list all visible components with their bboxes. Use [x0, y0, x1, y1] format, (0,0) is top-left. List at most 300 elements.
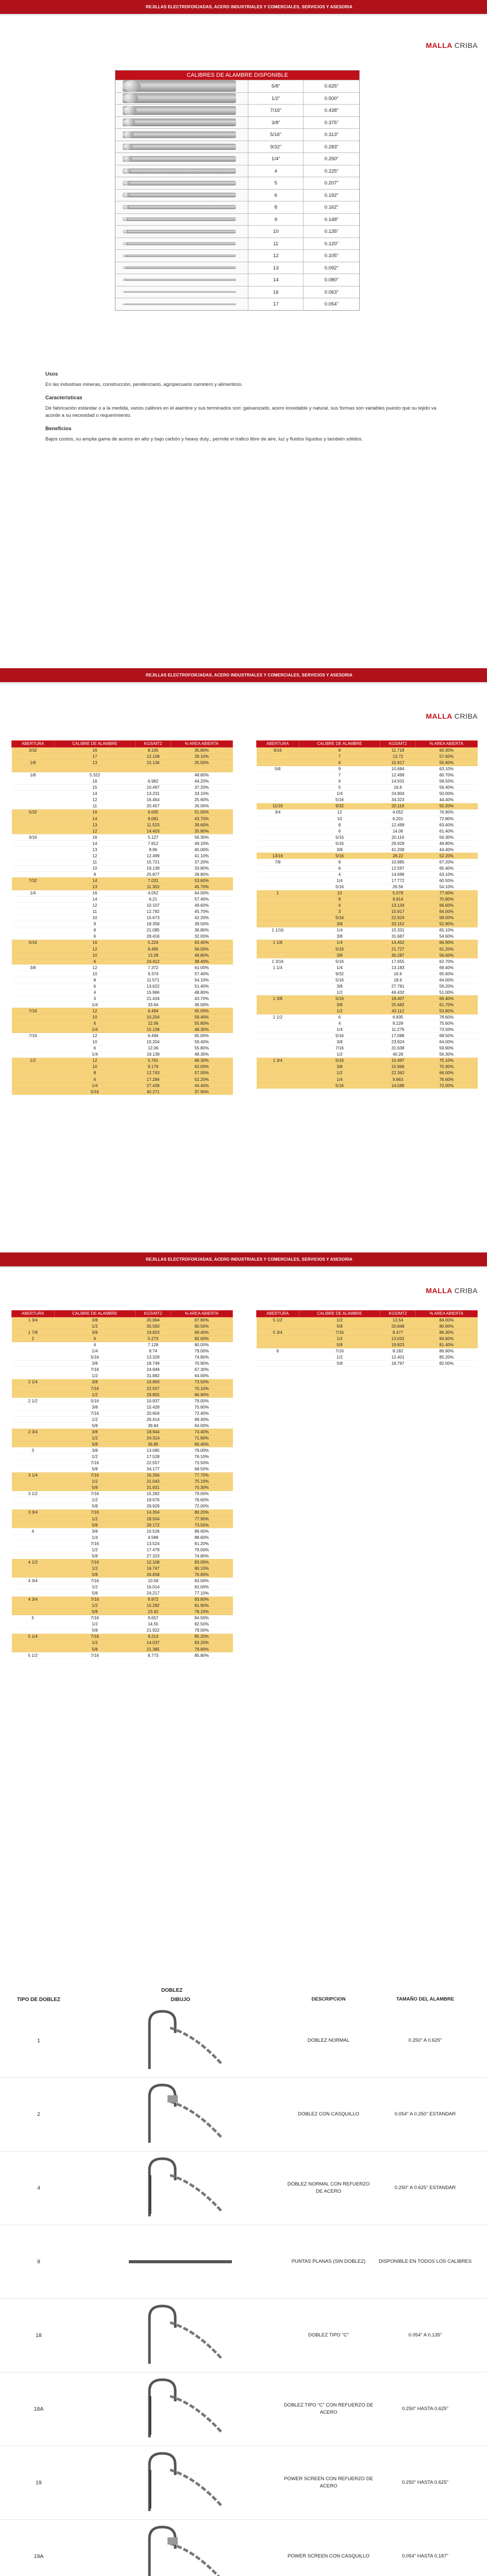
- table-cell: [12, 1454, 55, 1460]
- table-row: [12, 1479, 233, 1485]
- table-cell: [257, 903, 299, 909]
- table-cell: 64.00%: [415, 909, 477, 915]
- table-cell: 7/16: [54, 1510, 136, 1516]
- wire-end: [123, 80, 141, 92]
- table-cell: 2 3/4: [12, 1429, 55, 1435]
- doblez-type: 18A: [33, 2406, 44, 2412]
- table-row: [257, 1052, 478, 1058]
- table-row: [257, 989, 478, 995]
- table-cell: 43.70%: [171, 816, 232, 822]
- table-cell: 21.085: [136, 927, 171, 934]
- table-row: [257, 791, 478, 797]
- table-cell: 21.434: [136, 995, 171, 1002]
- table-cell: [12, 1064, 55, 1070]
- table-cell: [12, 1070, 55, 1076]
- table-cell: 56.30%: [415, 1052, 477, 1058]
- table-cell: 83.00%: [171, 1559, 232, 1565]
- table-cell: 53.60%: [171, 877, 232, 884]
- table-cell: 18.407: [380, 995, 415, 1002]
- table-row: [12, 903, 233, 909]
- table-cell: 64.00%: [415, 977, 477, 983]
- calibre-fraction: 3/8": [248, 117, 304, 129]
- table-cell: [12, 840, 55, 846]
- table-row: [12, 1336, 233, 1342]
- table-cell: 9.972: [136, 1597, 171, 1603]
- calibre-row: [115, 189, 359, 201]
- table-row: [257, 1045, 478, 1052]
- table-cell: [257, 1354, 299, 1361]
- table-cell: 6: [54, 1021, 136, 1027]
- table-cell: [257, 772, 299, 778]
- wire-bar: [123, 217, 236, 221]
- table-cell: 26.658: [136, 1571, 171, 1578]
- table-cell: 17.528: [136, 1454, 171, 1460]
- table-cell: [12, 1045, 55, 1052]
- calibre-fraction: 9: [248, 214, 304, 226]
- wire-bar: [123, 93, 236, 103]
- table-cell: 1/4: [54, 1027, 136, 1033]
- table-cell: 61.20%: [415, 946, 477, 952]
- table-cell: 15.966: [380, 1064, 415, 1070]
- table-cell: 8: [54, 1070, 136, 1076]
- table-cell: 68.50%: [415, 1033, 477, 1039]
- table-row: [12, 927, 233, 934]
- table-cell: 5/8: [54, 1522, 136, 1528]
- table-row: [257, 909, 478, 915]
- table-cell: 5/8: [299, 1342, 380, 1348]
- table-cell: [12, 1014, 55, 1021]
- table-cell: [257, 934, 299, 940]
- wire-bar: [123, 118, 236, 126]
- table-cell: 65.40%: [415, 865, 477, 871]
- table-cell: [257, 983, 299, 989]
- doblez-drawing: [77, 2228, 283, 2295]
- table-cell: 5/8: [54, 1503, 136, 1510]
- doblez-row: [0, 2446, 487, 2520]
- table-cell: 32.00%: [171, 934, 232, 940]
- table-cell: 61.40%: [415, 828, 477, 834]
- table-row: [257, 971, 478, 977]
- table-cell: 35.80%: [171, 748, 232, 754]
- column-header: KGS/MT2: [136, 741, 171, 748]
- table-cell: [12, 1640, 55, 1646]
- table-cell: 1/2: [54, 1584, 136, 1590]
- table-cell: 1/2: [54, 1392, 136, 1398]
- doblez-size: 0.054" A 0.250" ESTANDAR: [394, 2111, 456, 2117]
- table-cell: 9.814: [380, 896, 415, 903]
- table-row: [12, 748, 233, 754]
- table-cell: [12, 909, 55, 915]
- table-row: [12, 834, 233, 840]
- calibre-fraction: 8: [248, 201, 304, 213]
- table-cell: 12: [54, 1033, 136, 1039]
- wire-sample: [115, 238, 248, 250]
- table-cell: [12, 983, 55, 989]
- table-cell: 28.80%: [171, 871, 232, 877]
- table-cell: 19.139: [136, 1052, 171, 1058]
- table-cell: [257, 791, 299, 797]
- column-header: % AREA ABIERTA: [171, 1311, 232, 1317]
- doblez-description: DOBLEZ CON CASQUILLO: [298, 2111, 359, 2117]
- table-cell: 34.177: [136, 1466, 171, 1472]
- table-row: [12, 1590, 233, 1597]
- table-cell: 59.20%: [415, 983, 477, 989]
- wire-sample: [115, 286, 248, 298]
- table-cell: 79.00%: [171, 1447, 232, 1453]
- table-cell: 11: [54, 909, 136, 915]
- table-cell: [257, 1070, 299, 1076]
- doblez-drawing-icon: [119, 2081, 242, 2148]
- table-row: [12, 1076, 233, 1082]
- column-header: % AREA ABIERTA: [415, 1311, 477, 1317]
- table-cell: 74.40%: [171, 1429, 232, 1435]
- wire-end: [123, 106, 137, 115]
- info-heading: Caracteristicas: [45, 395, 82, 401]
- table-cell: 65.60%: [415, 971, 477, 977]
- table-cell: 8.477: [380, 1330, 415, 1336]
- table-cell: 84.50%: [171, 1615, 232, 1621]
- table-row: [12, 772, 233, 778]
- table-cell: 17.284: [136, 1076, 171, 1082]
- table-cell: 56.40%: [415, 785, 477, 791]
- table-cell: 28.22: [380, 853, 415, 859]
- table-row: [12, 971, 233, 977]
- table-row: [12, 797, 233, 803]
- table-cell: 72.00%: [415, 1082, 477, 1089]
- wire-end: [123, 279, 126, 281]
- table-cell: 15: [54, 785, 136, 791]
- table-cell: 12: [54, 964, 136, 971]
- table-cell: 9.228: [380, 1021, 415, 1027]
- table-row: [12, 877, 233, 884]
- table-row: [12, 1392, 233, 1398]
- table-cell: 1/2: [54, 1547, 136, 1553]
- table-cell: 81.20%: [171, 1540, 232, 1547]
- table-cell: [12, 934, 55, 940]
- table-cell: 5/16: [54, 1089, 136, 1095]
- table-row: [257, 797, 478, 803]
- table-cell: 15.428: [136, 1404, 171, 1410]
- table-cell: 86.30%: [415, 1330, 477, 1336]
- table-cell: 48.30%: [171, 1052, 232, 1058]
- table-cell: 79.00%: [171, 1491, 232, 1497]
- table-cell: 18.504: [136, 1516, 171, 1522]
- table-row: [257, 1361, 478, 1367]
- table-cell: 64.00%: [171, 1373, 232, 1379]
- table-cell: 5/8: [54, 1571, 136, 1578]
- wire-end: [123, 217, 128, 221]
- table-cell: 3/8: [54, 1429, 136, 1435]
- table-cell: 49.80%: [415, 840, 477, 846]
- table-cell: 51.00%: [171, 809, 232, 816]
- column-header: CALIBRE DE ALAMBRE: [54, 741, 136, 748]
- table-cell: 8.182: [380, 1348, 415, 1354]
- table-cell: 15.917: [380, 909, 415, 915]
- table-cell: 3/8: [299, 846, 380, 853]
- table-cell: [257, 1045, 299, 1052]
- table-row: [12, 909, 233, 915]
- table-cell: 1/4: [299, 877, 380, 884]
- table-cell: 19.139: [136, 865, 171, 871]
- table-cell: 78.60%: [415, 1014, 477, 1021]
- table-cell: 16: [54, 890, 136, 896]
- table-cell: 35.80%: [171, 828, 232, 834]
- table-cell: 16: [54, 834, 136, 840]
- table-cell: 17: [54, 754, 136, 760]
- table-cell: [12, 766, 55, 772]
- table-row: [12, 1652, 233, 1658]
- table-row: [12, 1354, 233, 1361]
- wire-end: [123, 193, 130, 197]
- table-cell: 76.90%: [415, 809, 477, 816]
- table-cell: [257, 1008, 299, 1014]
- table-cell: 56.00%: [171, 946, 232, 952]
- table-cell: 11.303: [136, 884, 171, 890]
- doblez-type: 1: [37, 2038, 40, 2044]
- table-row: [257, 903, 478, 909]
- table-cell: 12: [54, 853, 136, 859]
- table-row: [12, 1510, 233, 1516]
- table-cell: 64.00%: [171, 1422, 232, 1429]
- table-row: [257, 977, 478, 983]
- table-cell: 6: [299, 760, 380, 766]
- table-cell: [257, 760, 299, 766]
- table-cell: 43.112: [380, 1008, 415, 1014]
- table-row: [257, 1058, 478, 1064]
- table-cell: 9.179: [136, 1064, 171, 1070]
- table-cell: 10.684: [380, 766, 415, 772]
- table-cell: 9: [299, 766, 380, 772]
- table-cell: 20.116: [380, 834, 415, 840]
- table-cell: 31.638: [380, 1045, 415, 1052]
- table-cell: 22.557: [136, 1460, 171, 1466]
- table-row: [12, 1033, 233, 1039]
- table-cell: [12, 1571, 55, 1578]
- wire-bar: [123, 266, 236, 269]
- table-cell: 68.30%: [171, 1058, 232, 1064]
- table-cell: 35.593: [136, 1324, 171, 1330]
- table-cell: [257, 785, 299, 791]
- table-cell: [12, 1021, 55, 1027]
- table-cell: 75.10%: [171, 1479, 232, 1485]
- table-cell: 5: [299, 785, 380, 791]
- table-cell: 5/8: [54, 1422, 136, 1429]
- table-cell: 75.60%: [171, 1404, 232, 1410]
- table-cell: 6: [299, 865, 380, 871]
- table-cell: [12, 1590, 55, 1597]
- table-cell: 1 1/8: [257, 940, 299, 946]
- table-row: [257, 1014, 478, 1021]
- table-cell: 3: [54, 995, 136, 1002]
- calibre-inches: 0.092": [324, 265, 339, 271]
- table-row: [12, 1485, 233, 1491]
- table-cell: 7/16: [299, 1348, 380, 1354]
- table-cell: 1/2: [54, 1565, 136, 1571]
- table-cell: 10.937: [136, 1398, 171, 1404]
- table-cell: 12.06: [136, 1045, 171, 1052]
- doblez-drawing: [77, 2007, 283, 2074]
- table-row: [12, 871, 233, 877]
- table-cell: 66.90%: [171, 1392, 232, 1398]
- column-header: % AREA ABIERTA: [171, 741, 232, 748]
- table-cell: 6: [54, 934, 136, 940]
- table-cell: 15.282: [136, 1491, 171, 1497]
- table-cell: 61.70%: [415, 1002, 477, 1008]
- table-cell: [12, 1466, 55, 1472]
- table-row: [12, 1628, 233, 1634]
- table-cell: 69.40%: [415, 964, 477, 971]
- info-paragraph: En las industrias mineras, construcción, penitenciario, agropecuario carretero y alimenticio.: [45, 382, 243, 387]
- table-cell: 48.80%: [171, 989, 232, 995]
- table-cell: 63.40%: [415, 822, 477, 828]
- table-cell: 16: [54, 778, 136, 785]
- table-cell: 10.526: [136, 1528, 171, 1534]
- info-body: [45, 371, 447, 443]
- table-row: [12, 1597, 233, 1603]
- table-cell: 69.40%: [171, 1330, 232, 1336]
- table-cell: 4: [54, 1342, 136, 1348]
- table-row: [12, 1348, 233, 1354]
- doblez-row: [0, 2225, 487, 2299]
- table-cell: 14: [54, 896, 136, 903]
- table-cell: 63.10%: [415, 766, 477, 772]
- info-paragraph: Bajos costos, su amplia gama de aceros en alto y bajo carbón y heavy duty., permite el trafico libre de aire, luz y fluidos líquidos y también sólidos.: [45, 436, 363, 442]
- table-row: [12, 1324, 233, 1330]
- table-cell: 12: [54, 1058, 136, 1064]
- table-cell: 16: [54, 809, 136, 816]
- doblez-description: DOBLEZ TIPO "C": [308, 2332, 349, 2338]
- wire-end: [123, 131, 133, 138]
- table-cell: 68.50%: [171, 1466, 232, 1472]
- table-cell: 10.985: [380, 859, 415, 865]
- wire-bar: [123, 303, 236, 305]
- table-row: [257, 1064, 478, 1070]
- table-row: [12, 1082, 233, 1089]
- table-row: [12, 1008, 233, 1014]
- calibre-fraction: 6: [248, 190, 304, 201]
- calibre-row: [115, 165, 359, 177]
- wire-sample: [115, 165, 248, 177]
- calibre-row: [115, 298, 359, 310]
- table-cell: 3/8: [54, 1379, 136, 1385]
- table-cell: [12, 1410, 55, 1416]
- calibre-row: [115, 128, 359, 141]
- wire-bar: [123, 181, 236, 185]
- table-row: [257, 1317, 478, 1324]
- table-row: [12, 803, 233, 809]
- table-row: [12, 1422, 233, 1429]
- table-cell: 7/16: [54, 1367, 136, 1373]
- table-cell: 1: [257, 890, 299, 896]
- table-cell: 44.40%: [415, 846, 477, 853]
- table-cell: 1/4: [299, 940, 380, 946]
- doblez-drawing-icon: [119, 2523, 242, 2576]
- table-cell: [12, 1052, 55, 1058]
- table-row: [12, 1634, 233, 1640]
- table-row: [12, 884, 233, 890]
- column-header: CALIBRE DE ALAMBRE: [54, 1311, 136, 1317]
- table-cell: 16: [54, 940, 136, 946]
- table-row: [12, 1466, 233, 1472]
- table-cell: [257, 909, 299, 915]
- table-cell: [12, 1479, 55, 1485]
- table-cell: [12, 903, 55, 909]
- table-cell: 81.90%: [171, 1603, 232, 1609]
- table-cell: [257, 816, 299, 822]
- table-cell: 25.50%: [171, 760, 232, 766]
- table-cell: 13.28: [136, 952, 171, 958]
- table-cell: [257, 946, 299, 952]
- table-row: [12, 1640, 233, 1646]
- table-cell: 4: [299, 1021, 380, 1027]
- table-cell: 3/8: [54, 1317, 136, 1324]
- table-row: [12, 1603, 233, 1609]
- table-cell: 6: [299, 828, 380, 834]
- table-cell: 1/2: [299, 1336, 380, 1342]
- table-cell: 12.401: [380, 1354, 415, 1361]
- table-cell: [12, 1460, 55, 1466]
- table-cell: 5.127: [136, 834, 171, 840]
- table-cell: 14.06: [380, 828, 415, 834]
- table-cell: 7/16: [54, 1578, 136, 1584]
- table-cell: 44.40%: [415, 797, 477, 803]
- calibre-inches: 0.375": [324, 120, 339, 126]
- doblez-description: POWER SCREEN CON CASQUILLO: [288, 2553, 370, 2559]
- doblez-row: [0, 2299, 487, 2372]
- table-row: [257, 809, 478, 816]
- table-row: [12, 1578, 233, 1584]
- table-cell: 4: [299, 903, 380, 909]
- calibres-title: CALIBRES DE ALAMBRE DISPONIBLE: [115, 71, 359, 80]
- table-cell: 78.10%: [171, 1609, 232, 1615]
- table-cell: [257, 1361, 299, 1367]
- table-cell: 5/16: [12, 940, 55, 946]
- table-cell: 14.55: [136, 1621, 171, 1628]
- table-cell: 66.00%: [415, 1070, 477, 1076]
- table-row: [12, 760, 233, 766]
- table-cell: 1/2: [54, 1373, 136, 1379]
- table-cell: 7: [299, 754, 380, 760]
- table-cell: 16.454: [136, 797, 171, 803]
- table-cell: 54.10%: [415, 884, 477, 890]
- table-cell: 20.457: [136, 803, 171, 809]
- table-row: [12, 952, 233, 958]
- table-cell: 7/16: [12, 1033, 55, 1039]
- abertura-table-2: [256, 740, 478, 1089]
- table-cell: 7.128: [136, 1342, 171, 1348]
- table-cell: 52.90%: [415, 921, 477, 927]
- table-row: [257, 1330, 478, 1336]
- table-cell: [12, 1534, 55, 1540]
- table-cell: 14: [54, 840, 136, 846]
- table-cell: [12, 989, 55, 995]
- table-cell: 29.929: [136, 1503, 171, 1510]
- doblez-type: 2: [37, 2111, 40, 2117]
- wire-bar: [123, 168, 236, 174]
- doblez-description: DOBLEZ NORMAL: [307, 2038, 350, 2043]
- calibre-inches: 0.063": [324, 289, 339, 295]
- table-cell: [257, 1033, 299, 1039]
- table-cell: 59.40%: [171, 1014, 232, 1021]
- wire-bar: [123, 279, 236, 281]
- calibre-inches: 0.080": [324, 277, 339, 283]
- table-cell: 41.10%: [171, 853, 232, 859]
- table-cell: 58.50%: [415, 778, 477, 785]
- table-cell: [257, 877, 299, 884]
- calibre-fraction: 1/4": [248, 153, 304, 165]
- table-cell: 5.224: [136, 940, 171, 946]
- table-row: [257, 934, 478, 940]
